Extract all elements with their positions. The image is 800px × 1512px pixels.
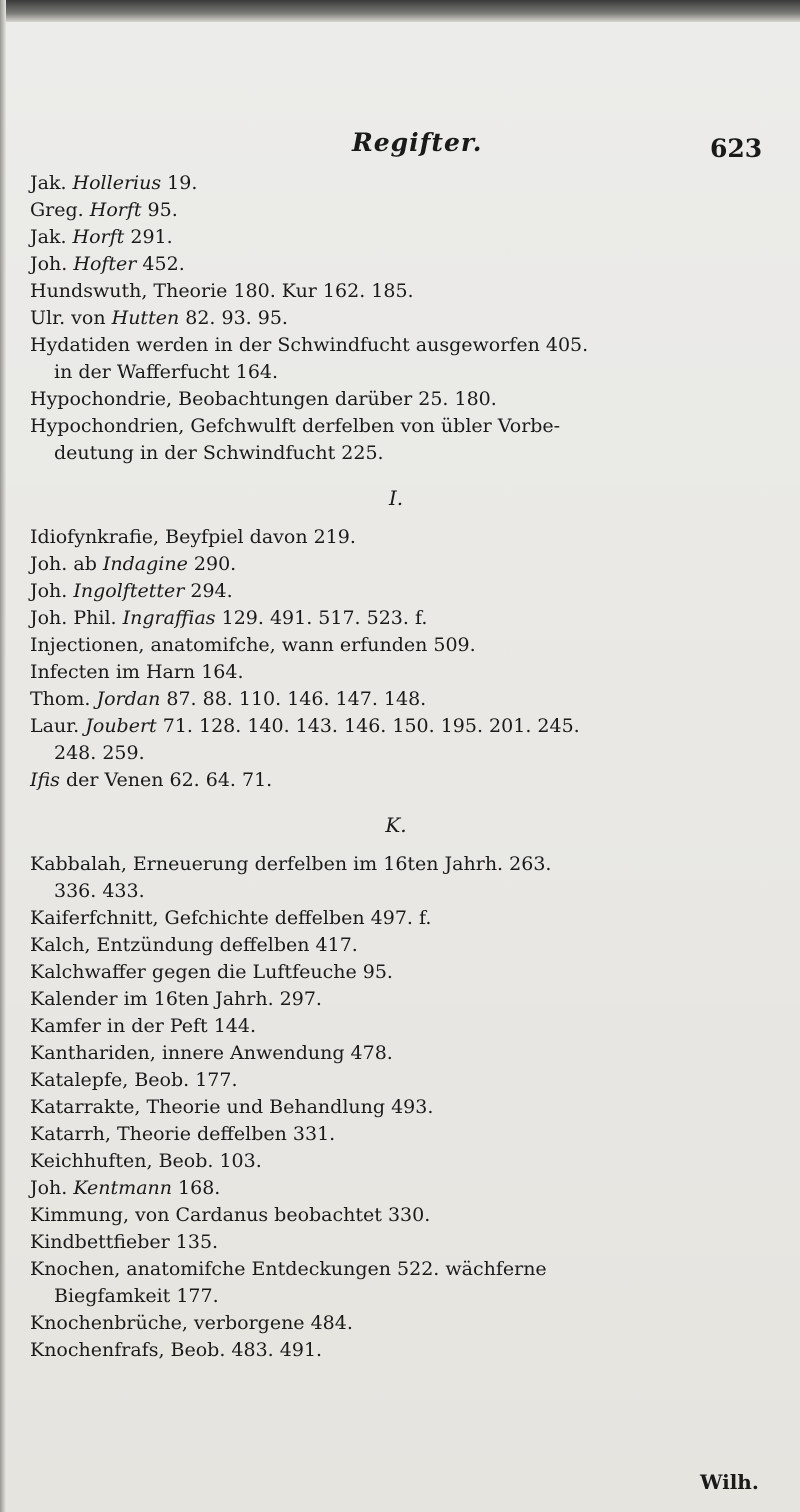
index-entry [30,305,770,332]
entry-prefix: Kindbettfieber 135. [30,1231,219,1253]
entry-suffix: 168. [172,1177,221,1199]
entry-suffix: 290. [187,553,237,575]
entry-prefix: Joh. [30,253,74,275]
index-entry-continuation [30,878,770,905]
index-entry [30,524,770,551]
index-entry-continuation [30,440,770,467]
entry-prefix: Hypochondrien, Gefchwulft derfelben von übler Vorbe- [30,415,561,437]
scan-left-edge [0,0,6,1512]
index-entry [30,224,770,251]
index-entry [30,632,770,659]
entry-name: Hofter [73,253,137,275]
entry-prefix: Knochenbrüche, verborgene 484. [30,1312,353,1334]
entry-name: Ingraffias [122,607,216,629]
entry-suffix: 87. 88. 110. 146. 147. 148. [160,688,427,710]
entry-name: Horft [72,226,125,248]
entry-prefix: deutung in der Schwindfucht 225. [54,442,384,464]
entry-prefix: Laur. [30,715,86,737]
entry-prefix: in der Wafferfucht 164. [54,361,279,383]
index-entry-continuation [30,359,770,386]
index-entry [30,767,770,794]
index-entry [30,713,770,740]
entry-prefix: 248. 259. [54,742,145,764]
index-entry [30,1310,770,1337]
entry-prefix: Knochenfrafs, Beob. 483. 491. [30,1339,323,1361]
entry-suffix: 452. [136,253,185,275]
entry-prefix: Katalepfe, Beob. 177. [30,1069,238,1091]
entry-prefix: Ulr. von [30,307,112,329]
index-entry [30,986,770,1013]
entry-prefix: Injectionen, anatomifche, wann erfunden 509. [30,634,476,656]
entry-name: Horft [89,199,142,221]
entry-prefix: Katarrh, Theorie deffelben 331. [30,1123,336,1145]
entry-prefix: Jak. [30,226,73,248]
entry-suffix: 294. [184,580,233,602]
index-entry [30,959,770,986]
index-entry [30,251,770,278]
index-entries [30,170,770,1364]
entry-prefix: Kalchwaffer gegen die Luftfeuche 95. [30,961,393,983]
entry-suffix: 95. [141,199,178,221]
index-section-k [30,851,770,1364]
section-letter-i: I. [388,486,404,510]
entry-suffix: 19. [161,172,198,194]
entry-prefix: Kanthariden, innere Anwendung 478. [30,1042,393,1064]
section-letter-k: K. [385,813,407,837]
entry-prefix: Kabbalah, Erneuerung derfelben im 16ten Jahrh. 263. [30,853,552,875]
entry-prefix: Infecten im Harn 164. [30,661,244,683]
index-entry [30,851,770,878]
entry-prefix: Kalender im 16ten Jahrh. 297. [30,988,322,1010]
index-entry [30,332,770,359]
index-entry [30,170,770,197]
index-entry [30,1121,770,1148]
entry-prefix: Joh. ab [30,553,103,575]
entry-name: Ingolftetter [73,580,185,602]
entry-name: Joubert [85,715,157,737]
entry-prefix: Thom. [30,688,97,710]
entry-prefix: Joh. Phil. [30,607,123,629]
running-head [0,128,800,168]
index-entry [30,1337,770,1364]
entry-prefix: Hundswuth, Theorie 180. Kur 162. 185. [30,280,414,302]
index-entry [30,413,770,440]
index-entry [30,278,770,305]
entry-name: Hollerius [72,172,162,194]
index-entry [30,686,770,713]
entry-prefix: Keichhuften, Beob. 103. [30,1150,262,1172]
entry-name: Hutten [111,307,180,329]
entry-prefix: Kimmung, von Cardanus beobachtet 330. [30,1204,431,1226]
index-entry-continuation [30,1283,770,1310]
catchword: Wilh. [700,1470,759,1494]
index-entry [30,1229,770,1256]
index-section-i [30,524,770,794]
entry-prefix: Greg. [30,199,90,221]
entry-name: Indagine [102,553,188,575]
index-entry [30,605,770,632]
entry-suffix: 82. 93. 95. [179,307,288,329]
entry-prefix: Knochen, anatomifche Entdeckungen 522. wächferne [30,1258,547,1280]
index-entry [30,1094,770,1121]
entry-prefix: Kamfer in der Peft 144. [30,1015,257,1037]
entry-prefix: 336. 433. [54,880,145,902]
index-entry [30,1256,770,1283]
entry-suffix: 71. 128. 140. 143. 146. 150. 195. 201. 245. [156,715,580,737]
index-entry [30,905,770,932]
entry-prefix: Kaiferfchnitt, Gefchichte deffelben 497. f. [30,907,432,929]
scan-top-edge [0,0,800,22]
index-entry [30,578,770,605]
index-entry [30,1202,770,1229]
index-entry [30,1013,770,1040]
entry-name: Jordan [96,688,161,710]
index-entry [30,659,770,686]
entry-prefix: Jak. [30,172,73,194]
entry-name: Kentmann [73,1177,172,1199]
index-entry [30,551,770,578]
entry-prefix: Hypochondrie, Beobachtungen darüber 25. 180. [30,388,497,410]
entry-name: Ifis [30,769,60,791]
index-entry-continuation [30,740,770,767]
index-entry [30,932,770,959]
page-title: Regifter. [352,128,483,157]
index-entry [30,197,770,224]
entry-prefix: Katarrakte, Theorie und Behandlung 493. [30,1096,434,1118]
entry-prefix: Kalch, Entzündung deffelben 417. [30,934,358,956]
index-entry [30,1175,770,1202]
entry-prefix: Joh. [30,580,74,602]
entry-prefix: Joh. [30,1177,74,1199]
entry-prefix: Idiofynkrafie, Beyfpiel davon 219. [30,526,356,548]
index-entry [30,1148,770,1175]
index-entry [30,1067,770,1094]
index-section-h [30,170,770,467]
entry-suffix: der Venen 62. 64. 71. [59,769,273,791]
entry-prefix: Hydatiden werden in der Schwindfucht ausgeworfen 405. [30,334,589,356]
entry-suffix: 129. 491. 517. 523. f. [215,607,428,629]
entry-suffix: 291. [124,226,173,248]
index-entry [30,1040,770,1067]
entry-prefix: Biegfamkeit 177. [54,1285,219,1307]
index-entry [30,386,770,413]
page-number: 623 [710,134,763,163]
